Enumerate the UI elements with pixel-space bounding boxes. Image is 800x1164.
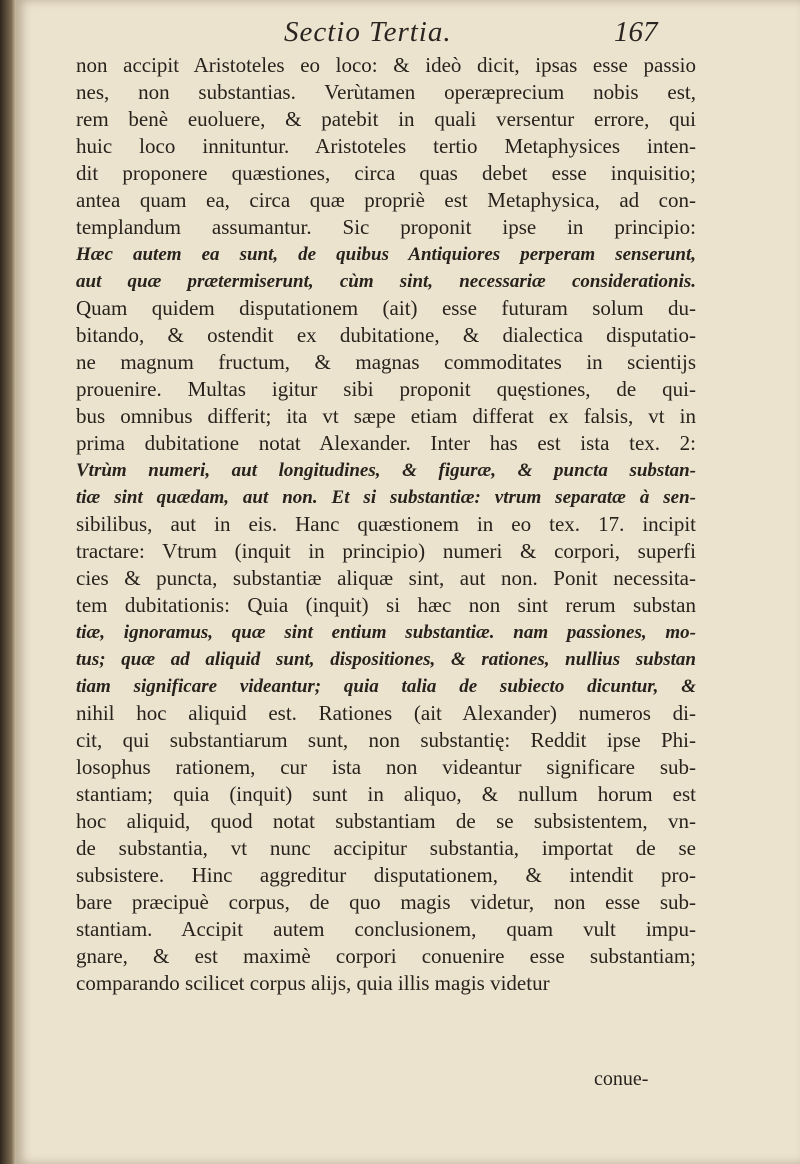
text-line: ne magnum fructum, & magnas commoditates in scientijs <box>76 350 696 374</box>
page-header <box>16 14 800 54</box>
quotation-line: tiæ sint quædam, aut non. Et si substantiæ: vtrum separatæ à sen- <box>76 487 696 508</box>
quotation-line: Hæc autem ea sunt, de quibus Antiquiores perperam senserunt, <box>76 244 696 265</box>
text-line: hoc aliquid, quod notat substantiam de se subsistentem, vn- <box>76 809 696 833</box>
text-line: comparando scilicet corpus alijs, quia illis magis videtur <box>76 971 550 995</box>
text-line: bare præcipuè corpus, de quo magis videtur, non esse sub- <box>76 890 696 914</box>
text-line: bus omnibus differit; ita vt sæpe etiam differat ex falsis, vt in <box>76 404 696 428</box>
text-line: prima dubitatione notat Alexander. Inter has est ista tex. 2: <box>76 431 696 455</box>
text-line: nihil hoc aliquid est. Rationes (ait Alexander) numeros di- <box>76 701 696 725</box>
text-line: templandum assumantur. Sic proponit ipse in principio: <box>76 215 696 239</box>
text-line: tem dubitationis: Quia (inquit) si hæc non sint rerum substan <box>76 593 696 617</box>
text-line: gnare, & est maximè corpori conuenire esse substantiam; <box>76 944 696 968</box>
text-line: tractare: Vtrum (inquit in principio) numeri & corpori, superfi <box>76 539 696 563</box>
text-line: losophus rationem, cur ista non videantur significare sub- <box>76 755 696 779</box>
text-line: cit, qui substantiarum sunt, non substantię: Reddit ipse Phi- <box>76 728 696 752</box>
text-line: cies & puncta, substantiæ aliquæ sint, aut non. Ponit necessita- <box>76 566 696 590</box>
page-number: 167 <box>614 16 658 48</box>
quotation-line: aut quæ prætermiserunt, cùm sint, necessariæ considerationis. <box>76 271 696 292</box>
text-line: non accipit Aristoteles eo loco: & ideò dicit, ipsas esse passio <box>76 53 696 77</box>
text-line: Quam quidem disputationem (ait) esse futuram solum du- <box>76 296 696 320</box>
body-text <box>76 52 696 997</box>
book-page <box>16 0 800 1164</box>
text-line: de substantia, vt nunc accipitur substantia, importat de se <box>76 836 696 860</box>
text-line: stantiam; quia (inquit) sunt in aliquo, & nullum horum est <box>76 782 696 806</box>
quotation-line: Vtrùm numeri, aut longitudines, & figuræ, & puncta substan- <box>76 460 696 481</box>
book-gutter <box>0 0 16 1164</box>
text-line: rem benè euoluere, & patebit in quali versentur errore, qui <box>76 107 696 131</box>
text-line: prouenire. Multas igitur sibi proponit quęstiones, de qui- <box>76 377 696 401</box>
quotation-line: tiam significare videantur; quia talia de subiecto dicuntur, & <box>76 676 696 697</box>
text-line: nes, non substantias. Verùtamen operæprecium nobis est, <box>76 80 696 104</box>
text-line: antea quam ea, circa quæ propriè est Metaphysica, ad con- <box>76 188 696 212</box>
quotation-line: tiæ, ignoramus, quæ sint entium substantiæ. nam passiones, mo- <box>76 622 696 643</box>
text-line: subsistere. Hinc aggreditur disputationem, & intendit pro- <box>76 863 696 887</box>
text-line: sibilibus, aut in eis. Hanc quæstionem in eo tex. 17. incipit <box>76 512 696 536</box>
text-line: stantiam. Accipit autem conclusionem, quam vult impu- <box>76 917 696 941</box>
text-line: bitando, & ostendit ex dubitatione, & dialectica disputatio- <box>76 323 696 347</box>
text-line: dit proponere quæstiones, circa quas debet esse inquisitio; <box>76 161 696 185</box>
catchword: conue- <box>594 1068 649 1090</box>
quotation-line: tus; quæ ad aliquid sunt, dispositiones, & rationes, nullius substan <box>76 649 696 670</box>
running-head: Sectio Tertia. <box>284 16 452 48</box>
text-line: huic loco innituntur. Aristoteles tertio Metaphysices inten- <box>76 134 696 158</box>
